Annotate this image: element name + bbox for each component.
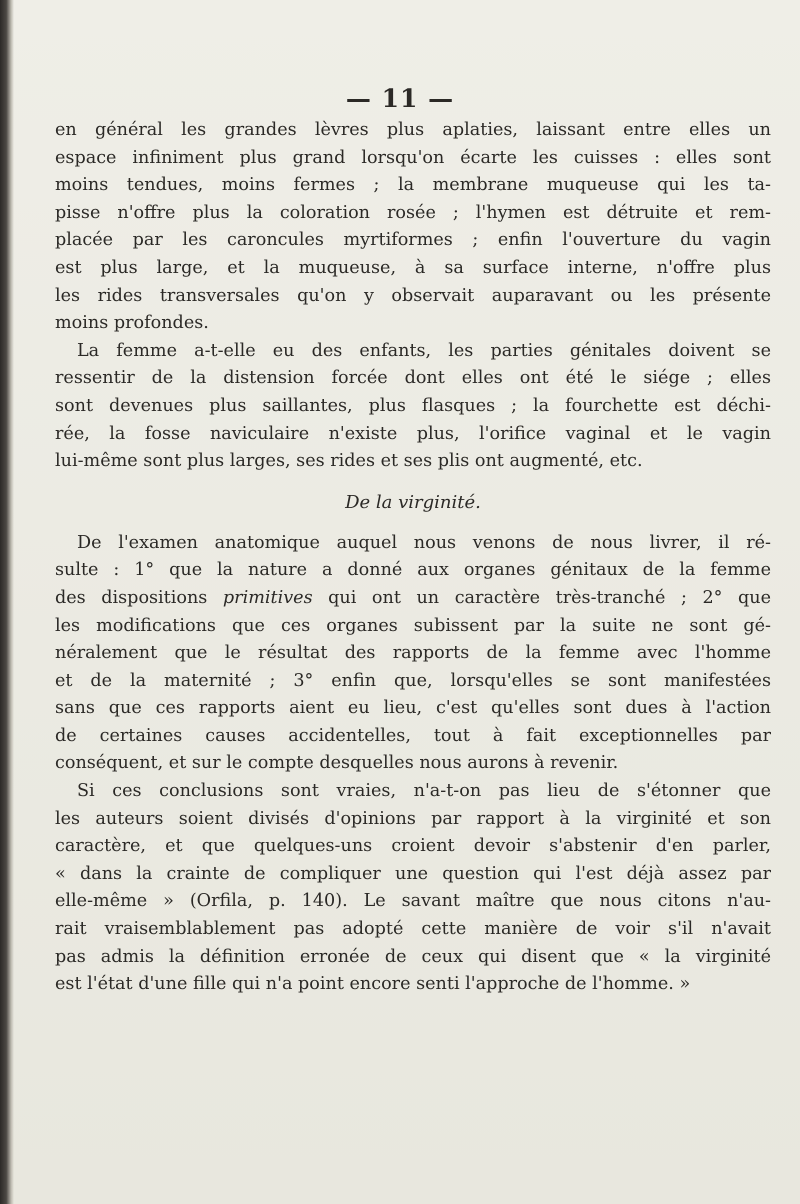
text-line: espace infiniment plus grand lorsqu'on écarte les cuisses : elles sont <box>55 147 771 168</box>
paragraph-3 <box>55 530 771 778</box>
text-line: sulte : 1° que la nature a donné aux organes génitaux de la femme <box>55 560 771 581</box>
text-line: Si ces conclusions sont vraies, n'a-t-on pas lieu de s'étonner que <box>77 781 771 802</box>
text-line: moins profondes. <box>55 313 209 334</box>
book-binding-edge <box>0 0 14 1204</box>
text-line: « dans la crainte de compliquer une question qui l'est déjà assez par <box>55 863 771 884</box>
text-line: néralement que le résultat des rapports de la femme avec l'homme <box>55 643 771 664</box>
paragraph-1 <box>55 117 771 338</box>
text-line: sans que ces rapports aient eu lieu, c'est qu'elles sont dues à l'action <box>55 698 771 719</box>
text-line: est l'état d'une fille qui n'a point encore senti l'approche de l'homme. » <box>55 974 691 995</box>
text-line: pisse n'offre plus la coloration rosée ; l'hymen est détruite et rem- <box>55 202 771 223</box>
text-run: des dispositions <box>55 587 223 608</box>
text-line: les rides transversales qu'on y observait auparavant ou les présente <box>55 285 771 306</box>
text-line: moins tendues, moins fermes ; la membrane muqueuse qui les ta- <box>55 175 771 196</box>
text-line: est plus large, et la muqueuse, à sa surface interne, n'offre plus <box>55 257 771 278</box>
section-spacer <box>55 476 771 488</box>
text-line: en général les grandes lèvres plus aplaties, laissant entre elles un <box>55 120 771 140</box>
text-line: rait vraisemblablement pas adopté cette manière de voir s'il n'avait <box>55 919 771 940</box>
paragraph-4 <box>55 778 771 999</box>
text-line: De l'examen anatomique auquel nous venons de nous livrer, il ré- <box>77 532 771 553</box>
text-line: placée par les caroncules myrtiformes ; enfin l'ouverture du vagin <box>55 230 771 251</box>
text-run: qui ont un caractère très-tranché ; 2° que <box>312 587 771 608</box>
text-line: ressentir de la distension forcée dont elles ont été le siége ; elles <box>55 368 771 389</box>
text-line: sont devenues plus saillantes, plus flasques ; la fourchette est déchi- <box>55 395 771 416</box>
text-line: pas admis la définition erronée de ceux qui disent que « la virginité <box>55 946 771 967</box>
page-body <box>55 117 771 999</box>
text-line: conséquent, et sur le compte desquelles nous aurons à revenir. <box>55 753 619 774</box>
text-line: rée, la fosse naviculaire n'existe plus, l'orifice vaginal et le vagin <box>55 423 771 444</box>
text-line: et de la maternité ; 3° enfin que, lorsqu'elles se sont manifestées <box>55 670 771 691</box>
page-number: — 11 — <box>345 84 455 113</box>
text-line <box>55 585 771 613</box>
text-line: de certaines causes accidentelles, tout à fait exceptionnelles par <box>55 725 771 746</box>
paragraph-2 <box>55 338 771 476</box>
text-line: les auteurs soient divisés d'opinions par rapport à la virginité et son <box>55 808 771 829</box>
text-line: les modifications que ces organes subissent par la suite ne sont gé- <box>55 615 771 636</box>
text-line: caractère, et que quelques-uns croient devoir s'abstenir d'en parler, <box>55 836 771 857</box>
text-line: La femme a-t-elle eu des enfants, les parties génitales doivent se <box>77 340 771 361</box>
text-line: elle-même » (Orfila, p. 140). Le savant maître que nous citons n'au- <box>55 891 771 912</box>
text-line: lui-même sont plus larges, ses rides et ses plis ont augmenté, etc. <box>55 451 643 472</box>
italic-term: primitives <box>222 587 313 608</box>
section-heading: De la virginité. <box>345 491 481 513</box>
